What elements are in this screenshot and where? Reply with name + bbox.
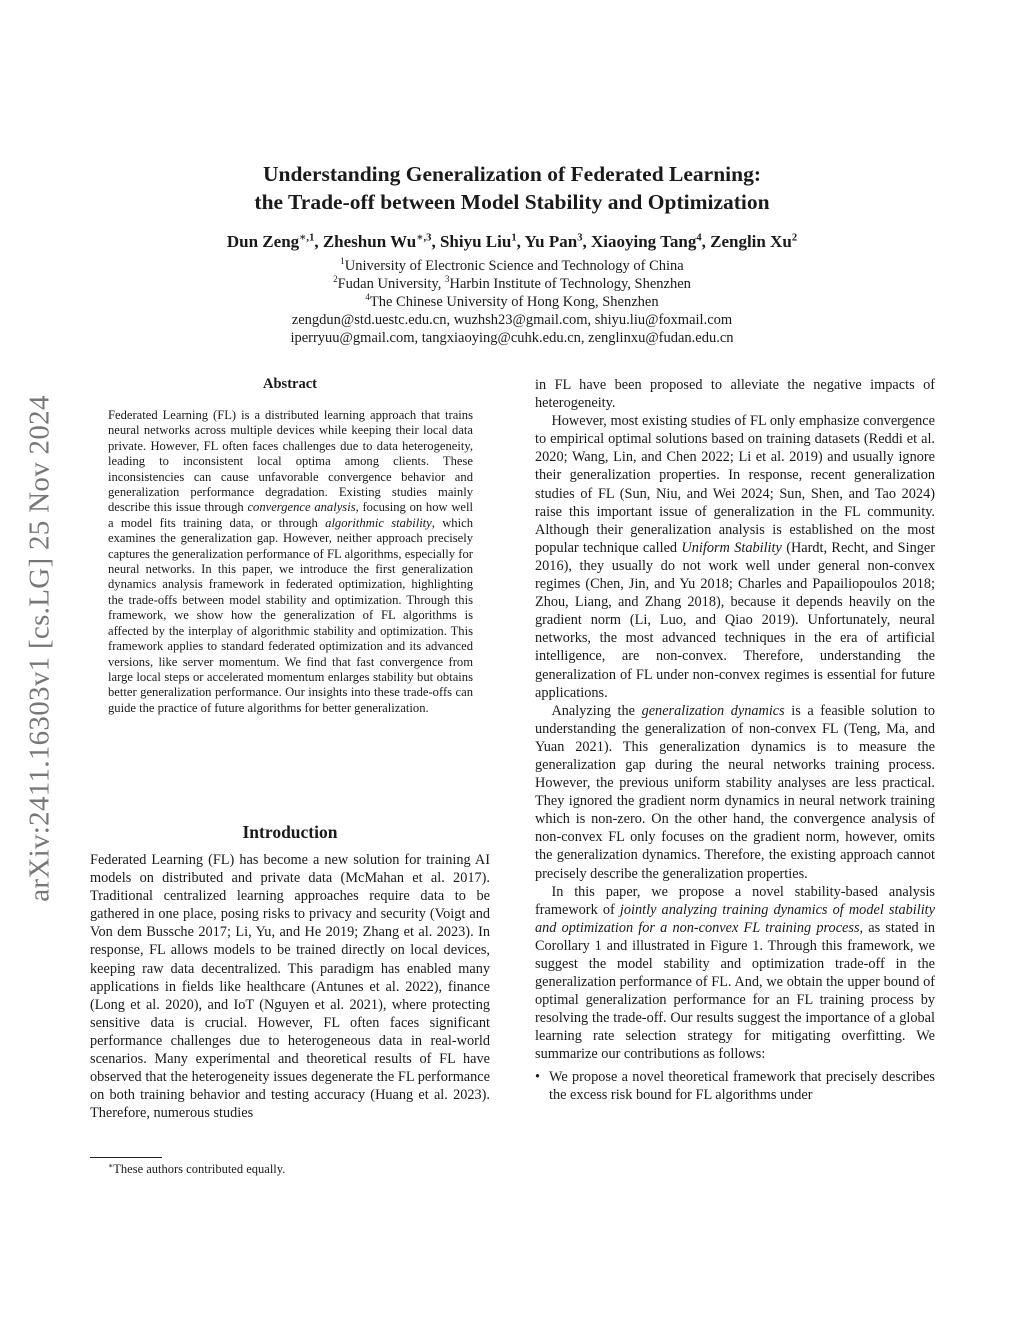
title-line-1: Understanding Generalization of Federated Learning: — [262, 162, 762, 186]
title-line-2: the Trade-off between Model Stability and Optimization — [254, 190, 770, 214]
introduction-heading: Introduction — [242, 822, 338, 842]
footnote: ∗These authors contributed equally. — [108, 1160, 286, 1176]
footnote-divider — [90, 1157, 162, 1158]
author: Zheshun $Wu^{∗,3}$, — [322, 232, 440, 251]
contribution-bullet — [535, 1068, 935, 1104]
author: Dun Zeng$^{∗,1}$, — [226, 232, 323, 251]
author: Zenglin Xu$^2$ — [710, 232, 798, 251]
paper-title — [100, 160, 924, 216]
author: Shiyu Liu$^1$, — [439, 232, 525, 251]
abstract-heading: Abstract — [263, 376, 317, 392]
paragraph: However, most existing studies of FL only emphasize convergence to empirical optimal solutions based on training datasets (Reddi et al. 2020; Wang, Lin, and Chen 2022; Li et al. 2019) and usually ignore their generalization properties. In response, recent generalization studies of FL (Sun, Niu, and Wei 2024; Sun, Shen, and Tao 2024) raise this important issue of generalization in the FL community. Although their generalization analysis is established on the most popular technique called Uniform Stability (Hardt, Recht, and Singer 2016), they usually do not work well under general non-convex regimes (Chen, Jin, and Yu 2018; Charles and Papailiopoulos 2018; Zhou, Liang, and Zhang 2018), because it depends heavily on the gradient norm (Li, Luo, and Qiao 2019). Unfortunately, neural networks, the most advanced techniques in the era of artificial intelligence, are non-convex. Therefore, understanding the generalization of FL under non-convex regimes is essential for future applications. — [535, 413, 935, 701]
email-line: iperryuu@gmail.com, tangxiaoying@cuhk.edu.cn, zenglinxu@fudan.edu.cn — [290, 330, 734, 346]
affiliation-line: $^1$University of Electronic Science and Technology of China — [340, 256, 684, 274]
paragraph: Analyzing the generalization dynamics is a feasible solution to understanding the generalization of non-convex FL (Teng, Ma, and Yuan 2021). This generalization dynamics is to measure the generalization gap during the neural networks training process. However, the previous uniform stability analyses are less practical. They ignored the gradient norm dynamics in neural network training which is non-zero. On the other hand, the convergence analysis of non-convex FL only focuses on the gradient norm, however, omits the generalization dynamics. Therefore, the existing approach cannot precisely describe the generalization properties. — [535, 702, 936, 882]
affiliation-line: $^2$Fudan University, $^3$Harbin Institute of Technology, Shenzhen — [333, 274, 691, 292]
arxiv-id-text: arXiv:2411.16303v1 [cs.LG] 25 Nov 2024 — [23, 394, 56, 902]
paragraph: in FL have been proposed to alleviate the negative impacts of heterogeneity. — [535, 377, 935, 412]
author: Yu Pan$^3$, — [524, 232, 591, 251]
right-column — [535, 376, 935, 1104]
abstract-text: Federated Learning (FL) is a distributed learning approach that trains neural networks across multiple devices while keeping their local data private. However, FL often faces challenges due to data heterogeneity, leading to inconsistent local optima among clients. These inconsistencies can cause unfavorable convergence behavior and generalization performance degradation. Existing studies mainly describe this issue through convergence analysis, focusing on how well a model fits training data, or through algorithmic stability, which examines the generalization gap. However, neither approach precisely captures the generalization performance of FL algorithms, especially for neural networks. In this paper, we introduce the first generalization dynamics analysis framework in federated optimization, highlighting the trade-offs between model stability and optimization. Through this framework, we show how the generalization of FL algorithms is affected by the interplay of algorithmic stability and optimization. This framework applies to standard federated optimization and its advanced versions, like server momentum. We find that fast convergence from large local steps or accelerated momentum enlarges stability but obtains better generalization performance. Our insights into these trade-offs can guide the practice of future algorithms for better generalization. — [108, 408, 473, 715]
bullet-text: We propose a novel theoretical framework that precisely describes the excess risk bound for FL algorithms under — [549, 1068, 935, 1103]
arxiv-identifier — [20, 348, 60, 948]
affiliation-line: $^4$The Chinese University of Hong Kong, Shenzhen — [365, 292, 659, 310]
email-line: zengdun@std.uestc.edu.cn, wuzhsh23@gmail.com, shiyu.liu@foxmail.com — [291, 312, 733, 328]
paragraph: In this paper, we propose a novel stability-based analysis framework of jointly analyzing training dynamics of model stability and optimization for a non-convex FL training process, as stated in Corollary 1 and illustrated in Figure 1. Through this framework, we suggest the model stability and optimization trade-off in the generalization performance of FL. And, we obtain the upper bound of optimal generalization performance for an FL training process by resolving the trade-off. Our results suggest the importance of a global learning rate selection strategy for mitigating overfitting. We summarize our contributions as follows: — [535, 883, 935, 1063]
author: Xiaoying Tang$^4$, — [590, 232, 711, 251]
bullet-marker: • — [535, 1068, 541, 1085]
affiliations — [100, 257, 924, 347]
author-list — [100, 230, 924, 254]
introduction-paragraph: Federated Learning (FL) has become a new solution for training AI models on distributed and private data (McMahan et al. 2017). Traditional centralized learning approaches require data to be gathered in one place, posing risks to privacy and security (Voigt and Von dem Bussche 2017; Li, Yu, and He 2019; Zhang et al. 2023). In response, FL allows models to be trained directly on local devices, keeping raw data decentralized. This paradigm has enabled many applications in fields like healthcare (Antunes et al. 2022), finance (Long et al. 2020), and IoT (Nguyen et al. 2021), where protecting sensitive data is crucial. However, FL often faces significant performance challenges due to heterogeneous data in real-world scenarios. Many experimental and theoretical results of FL have observed that the heterogeneity issues degenerate the FL performance on both training behavior and testing accuracy (Huang et al. 2023). Therefore, numerous studies — [90, 852, 490, 1122]
